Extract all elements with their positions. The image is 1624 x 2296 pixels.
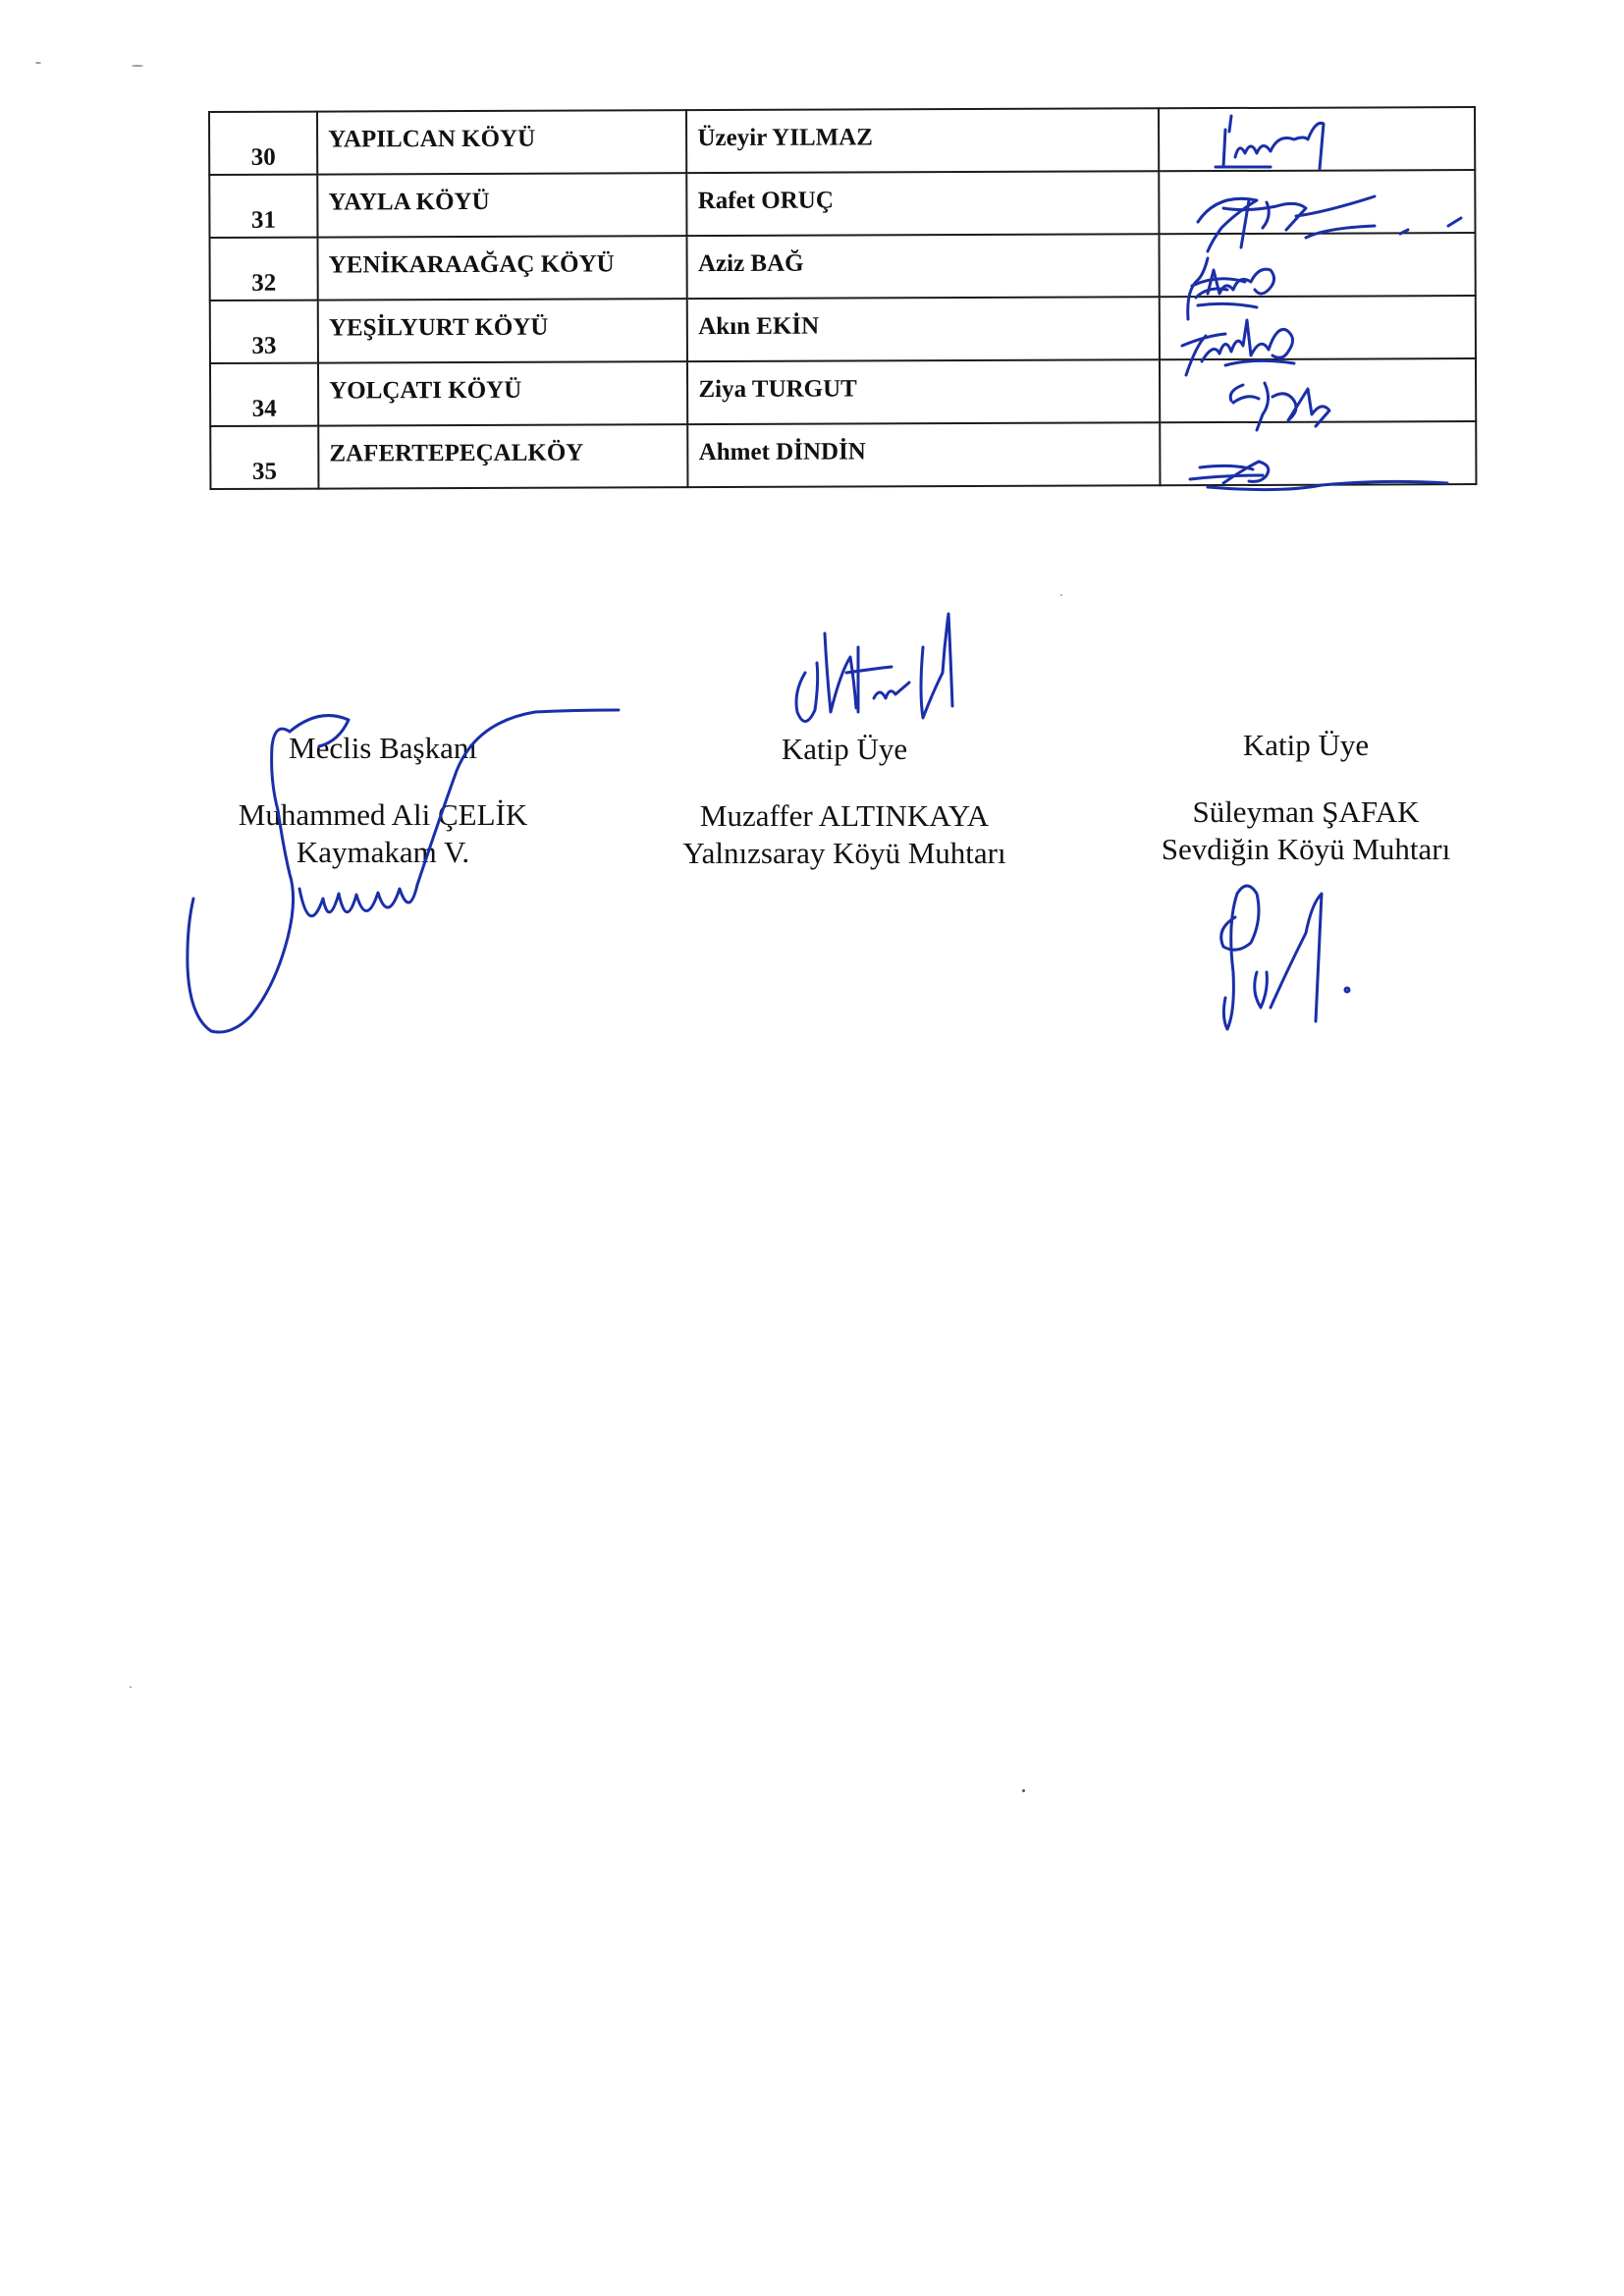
signatory-role: Meclis Başkanı (289, 731, 477, 765)
village-name: YENİKARAAĞAÇ KÖYÜ (318, 236, 688, 300)
signature-row-30 (1198, 110, 1345, 179)
signature-row-35 (1184, 450, 1459, 499)
signatory-title: Kaymakam V. (296, 835, 470, 869)
row-number: 30 (209, 112, 317, 175)
row-number: 32 (209, 238, 317, 301)
village-name: YEŞİLYURT KÖYÜ (318, 299, 688, 362)
signature-clerk-1 (785, 604, 972, 741)
village-name: ZAFERTEPEÇALKÖY (318, 424, 688, 488)
village-name: YOLÇATI KÖYÜ (318, 361, 688, 425)
headman-name: Üzeyir YILMAZ (686, 108, 1159, 173)
signatory-title: Sevdiğin Köyü Muhtarı (1161, 832, 1451, 866)
signature-chair (182, 702, 623, 1041)
village-name: YAPILCAN KÖYÜ (317, 110, 687, 174)
row-number: 33 (210, 301, 318, 363)
headman-name: Akın EKİN (687, 297, 1160, 361)
signatory-title: Yalnızsaray Köyü Muhtarı (682, 836, 1006, 870)
signatory-name: Süleyman ŞAFAK (1192, 794, 1420, 829)
scan-speck (130, 1686, 132, 1688)
scan-speck (132, 65, 143, 67)
scan-speck (1060, 594, 1062, 596)
headman-name: Rafet ORUÇ (687, 171, 1160, 236)
scan-speck (35, 62, 41, 64)
scan-speck (1022, 1789, 1025, 1792)
signature-row-31 (1178, 183, 1492, 261)
signatory-name: Muzaffer ALTINKAYA (699, 798, 990, 833)
signature-clerk-2 (1198, 874, 1375, 1041)
signature-block-clerk-1 (628, 731, 1060, 872)
row-number: 31 (209, 175, 317, 238)
row-number: 35 (210, 426, 318, 489)
signatory-name: Muhammed Ali ÇELİK (238, 797, 528, 832)
headman-name: Ahmet DİNDİN (688, 422, 1161, 487)
village-name: YAYLA KÖYÜ (317, 173, 687, 237)
headman-name: Aziz BAĞ (687, 234, 1160, 299)
row-number: 34 (210, 363, 318, 426)
headman-name: Ziya TURGUT (687, 359, 1160, 424)
signatory-role: Katip Üye (1242, 728, 1370, 762)
signatory-role: Katip Üye (781, 732, 908, 766)
signature-block-clerk-2 (1090, 727, 1522, 868)
signature-row-34 (1214, 371, 1351, 440)
